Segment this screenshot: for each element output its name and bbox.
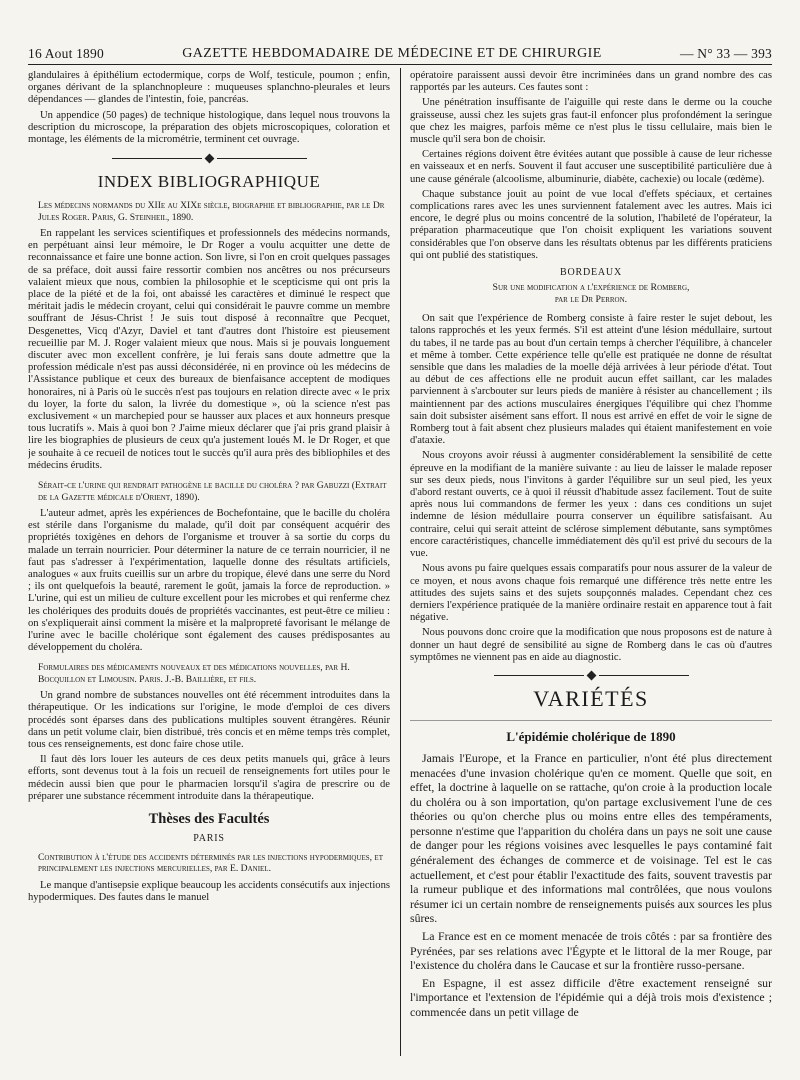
- section-rule: [410, 720, 772, 721]
- reference-line: Sur une modification a l'expérience de Romberg,: [492, 282, 690, 294]
- section-subhead-paris: PARIS: [193, 832, 225, 844]
- paragraph: La France est en ce moment menacée de trois côtés : par sa frontière des Pyrénées, par ses relations avec l'Égypte et le littoral de la mer Rouge, par l'existence du choléra dans le Caucase et sur la frontière russo-persane.: [410, 929, 772, 973]
- ornament-diamond-icon: [204, 153, 214, 163]
- paragraph: L'auteur admet, après les expériences de Bochefontaine, que le bacille du choléra est stérile dans l'organisme du malade, qu'il doit par conséquent acquérir des propriétés toxigènes en dehors de l'organisme et trouver à sa sortie du corps du malade un terrain nourricier. Pour déterminer la nature de ce terrain nourricier, il ne faut pas s'adresser à l'expérimentation, laquelle donne des résultats artificiels, analogues « aux fruits cueillis sur un arbre du tropique, élevé dans une serre du Nord ; ils ont quelquefois la beauté, rarement le goût, jamais la force de reproduction. » L'urine, qui est un milieu de culture excellent pour les microbes et qui renferme chez les cholériques des produits doués de propriétés vaccinantes, est peut-être ce milieu : on s'expliquerait ainsi comment la misère et la malpropreté favorisant le mélange de l'urine avec le bacille cholérique sont également des causes prédisposantes au développement du choléra.: [28, 507, 390, 654]
- header-date: 16 Aout 1890: [28, 46, 104, 61]
- paragraph: glandulaires à épithélium ectodermique, corps de Wolf, testicule, poumon ; enfin, organes dérivant de la splanchnopleure : muqueuses splanchno-pleurales et leurs dépendances — glandes de l'intestin, foie, pancréas.: [28, 70, 390, 106]
- bibliographic-reference: Formulaires des médicaments nouveaux et des médications nouvelles, par H. Bocquillon et Limousin. Paris. J.-B. Baillière, et fils.: [38, 662, 350, 685]
- paragraph: On sait que l'expérience de Romberg consiste à faire rester le sujet debout, les talons rapprochés et les yeux fermés. S'il est atteint d'une lésion médullaire, surtout du tabes, il ne tarde pas au bout d'un certain temps à chercher l'équilibre, à chanceler et même à tomber. Cette expérience telle qu'elle est pratiquée ne donne de résultat sensible que dans les maladies de la moelle déjà arrivées à leur période d'état. Tout au début de ces affections elle ne produit aucun effet saillant, car les malades parviennent à s'arcbouter sur leurs pieds de manière à résister au chancellement ; ils maintiennent par des actions musculaires énergiques l'équilibre qui chez l'homme sain doit subsister aisément sans effort. Il nous est arrivé en effet de voir le signe de Romberg tout à fait absent chez plusieurs malades qui étaient manifestement en voie d'ataxie.: [410, 313, 772, 447]
- header-title: GAZETTE HEBDOMADAIRE DE MÉDECINE ET DE CHIRURGIE: [182, 46, 602, 61]
- paragraph: Il faut dès lors louer les auteurs de ces deux petits manuels qui, grâce à leurs efforts, sont devenus tout à la fois un recueil de renseignements fort utiles pour le médecin aussi bien que pour le pharmacien lorsqu'il s'agira de prescrire ou de préparer une substance récemment introduite dans la thérapeutique.: [28, 754, 390, 802]
- paragraph: Nous avons pu faire quelques essais comparatifs pour nous assurer de la valeur de ce moyen, et nous avons chaque fois remarqué une différence très nette entre les attitudes des sujets sains et des sujets soupçonnés malades. Cependant chez ces derniers l'expérience pratiquée de la manière ordinaire restait en apparence tout à fait négative.: [410, 563, 772, 624]
- paragraph: Une pénétration insuffisante de l'aiguille qui reste dans le derme ou la couche graisseuse, aussi chez les sujets gras faut-il enfoncer plus profondément la seringue que chez les maigres, parfois même ce n'est plus le tissu cellulaire, mais bien le muscle qu'il sera bon de choisir.: [410, 97, 772, 146]
- section-title-varietes: VARIÉTÉS: [533, 685, 649, 711]
- paragraph: Jamais l'Europe, et la France en particulier, n'ont été plus directement menacées d'une invasion cholérique qu'en ce moment. Quelle que soit, en effet, la doctrine à laquelle on se rattache, qu'on croie à la production locale du choléra ou à son importation, qu'on partage exclusivement l'une de ces théories ou qu'on cherche plus ou moins entre elles des tempéraments, personne n'estime que l'apparition du choléra dans un pays ne soit une cause de danger pour les régions voisines avec lesquelles le pays contaminé fait généralement des échanges de commerce et de voisinage. Tel est le cas actuellement, et c'est pour établir l'exactitude des faits, souvent travestis par la rumeur publique et des informations mal contrôlées, que nous voulons résumer ici un certain nombre de renseignements puisés aux sources les plus sûres.: [410, 750, 772, 926]
- paragraph: Le manque d'antisepsie explique beaucoup les accidents consécutifs aux injections hypodermiques. Des fautes dans le manuel: [28, 879, 390, 903]
- column-divider: [400, 68, 401, 1056]
- left-column: [28, 70, 390, 1060]
- header-rule: [28, 64, 772, 65]
- paragraph: Nous pouvons donc croire que la modification que nous proposons est de nature à donner un haut degré de sensibilité au signe de Romberg dans le cas où d'autres symptômes ne viennent pas en aide au diagnostic.: [410, 627, 772, 663]
- article-title-epidemie: L'épidémie cholérique de 1890: [506, 728, 676, 744]
- bibliographic-reference: Les médecins normands du XIIe au XIXe siècle, biographie et bibliographie, par le Dr Jules Roger. Paris, G. Steinheil, 1890.: [38, 200, 385, 223]
- bibliographic-reference: [410, 282, 772, 305]
- reference-line: par le Dr Perron.: [554, 293, 628, 305]
- paragraph: Nous croyons avoir réussi à augmenter considérablement la sensibilité de cette épreuve en la modifiant de la manière suivante : au lieu de laisser le malade reposer sur ses deux pieds, nous l'invitons à garder l'équilibre sur un seul pied, les yeux d'abord restant ouverts, ce à quoi il réussit d'habitude assez facilement. Tout de suite après nous lui commandons de fermer les yeux : dans ces conditions un sujet indemne de lésion médullaire pourra conserver un équilibre satisfaisant. Au contraire, celui qui serait atteint de sclérose simplement débutante, sans symptômes encore caractéristiques, chancelle immédiatement dès qu'il est privé du secours de la vue.: [410, 450, 772, 560]
- bibliographic-reference: Contribution à l'étude des accidents déterminés par les injections hypodermiques, et principalement les injections mercurielles, par E. Daniel.: [38, 851, 383, 875]
- paragraph: En rappelant les services scientifiques et professionnels des médecins normands, en perpétuant ainsi leur mémoire, le Dr Roger a voulu acquitter une dette de reconnaissance et faire une bonne action. Son livre, si l'on en croit quelques passages de sa préface, doit aussi faire ressortir combien nos ancêtres ou nos précurseurs valaient mieux que nous, combien la philosophie et le scepticisme qui ont pris la place de la piété et de la foi, ont abaissé les caractères et diminué le respect que méritait jadis le médecin croyant, celui qui considérait le pauvre comme un membre souffrant de Jésus-Christ ! Je suis tout disposé à reconnaître que Pecquet, Desgenettes, Vicq d'Azyr, Daviel et tant d'autres dont l'histoire est pieusement recueillie par M. J. Roger valaient mieux que nous. Mais si je pouvais longuement discuter avec mon excellent confrère, je lui ferais sans doute admettre que la profession médicale n'est pas aussi déconsidérée, ni en province où les médecins de l'Assistance publique et ceux des bureaux de bienfaisance acceptent de modiques honoraires, ni à Paris où le succès n'est pas toujours en relation directe avec « le prix du loyer, la forte du salon, la livrée du domestique », où la science n'est pas exclusivement « un marchepied pour se hausser aux places et aux honneurs presque tous lucratifs ». Mais à quoi bon ? J'aime mieux déclarer que j'ai pris grand plaisir à lire les biographies de plusieurs de ceux qu'a justement loués M. le Dr Roger, et que je souhaite à ce recueil de notices tout le succès qu'il aura près des bibliophiles et des médecins érudits.: [28, 228, 390, 471]
- paragraph: Un appendice (50 pages) de technique histologique, dans lequel nous trouvons la description du microscope, la préparation des objets microscopiques, coloration et montage, les éléments de la micrométrie, terminent cet ouvrage.: [28, 109, 390, 146]
- paragraph: Certaines régions doivent être évitées autant que possible à cause de leur richesse en vaisseaux et en nerfs. Souvent il faut accuser une susceptibilité particulière due à une cause générale (alcoolisme, albuminurie, diabète, cachexie) ou locale (œdème).: [410, 149, 772, 185]
- ornament-diamond-icon: [586, 671, 596, 681]
- right-column: [410, 70, 772, 1060]
- ornament-divider: [28, 154, 390, 162]
- ornament-line: [494, 675, 584, 676]
- paragraph: Un grand nombre de substances nouvelles ont été récemment introduites dans la thérapeutique. Or les indications sur l'origine, le mode d'emploi de ces divers procédés sont éparses dans des publications multiples souvent étrangères. Réunir dans un petit volume clair, bien distribué, très concis et en même temps très complet, tous ces renseignements, est donc faire chose utile.: [28, 690, 390, 750]
- section-title-index: INDEX BIBLIOGRAPHIQUE: [97, 172, 321, 192]
- ornament-line: [112, 158, 202, 159]
- paragraph: opératoire paraissent aussi devoir être incriminées dans un grand nombre des cas rapportés par les auteurs. Ces fautes sont :: [410, 70, 772, 94]
- header-page-number: — N° 33 — 393: [679, 46, 772, 61]
- paragraph: En Espagne, il est assez difficile d'être exactement renseigné sur l'importance et l'extension de l'épidémie qui a déjà trois mois d'existence ; commencée dans un petit village de: [410, 975, 772, 1020]
- section-title-theses: Thèses des Facultés: [148, 810, 270, 827]
- ornament-line: [217, 158, 307, 159]
- ornament-divider: [410, 672, 772, 680]
- paragraph: Chaque substance jouit au point de vue local d'effets spéciaux, et certaines complications rares avec les unes surviennent fatalement avec les autres. Mais ici encore, le degré plus ou moins concentré de la solution, l'habileté de l'opérateur, la préparation pharmaceutique que l'on choisit expliquent les variations souvent considérables que l'on observe dans les résultats obtenus par les différents praticiens qui ont publié des statistiques.: [410, 188, 772, 261]
- bibliographic-reference: Sérait-ce l'urine qui rendrait pathogène le bacille du choléra ? par Gabuzzi (Extrait de la Gazette médicale d'Orient, 1890).: [38, 480, 387, 503]
- section-subhead-bordeaux: BORDEAUX: [560, 267, 622, 279]
- page-header: [28, 40, 772, 62]
- ornament-line: [599, 675, 689, 676]
